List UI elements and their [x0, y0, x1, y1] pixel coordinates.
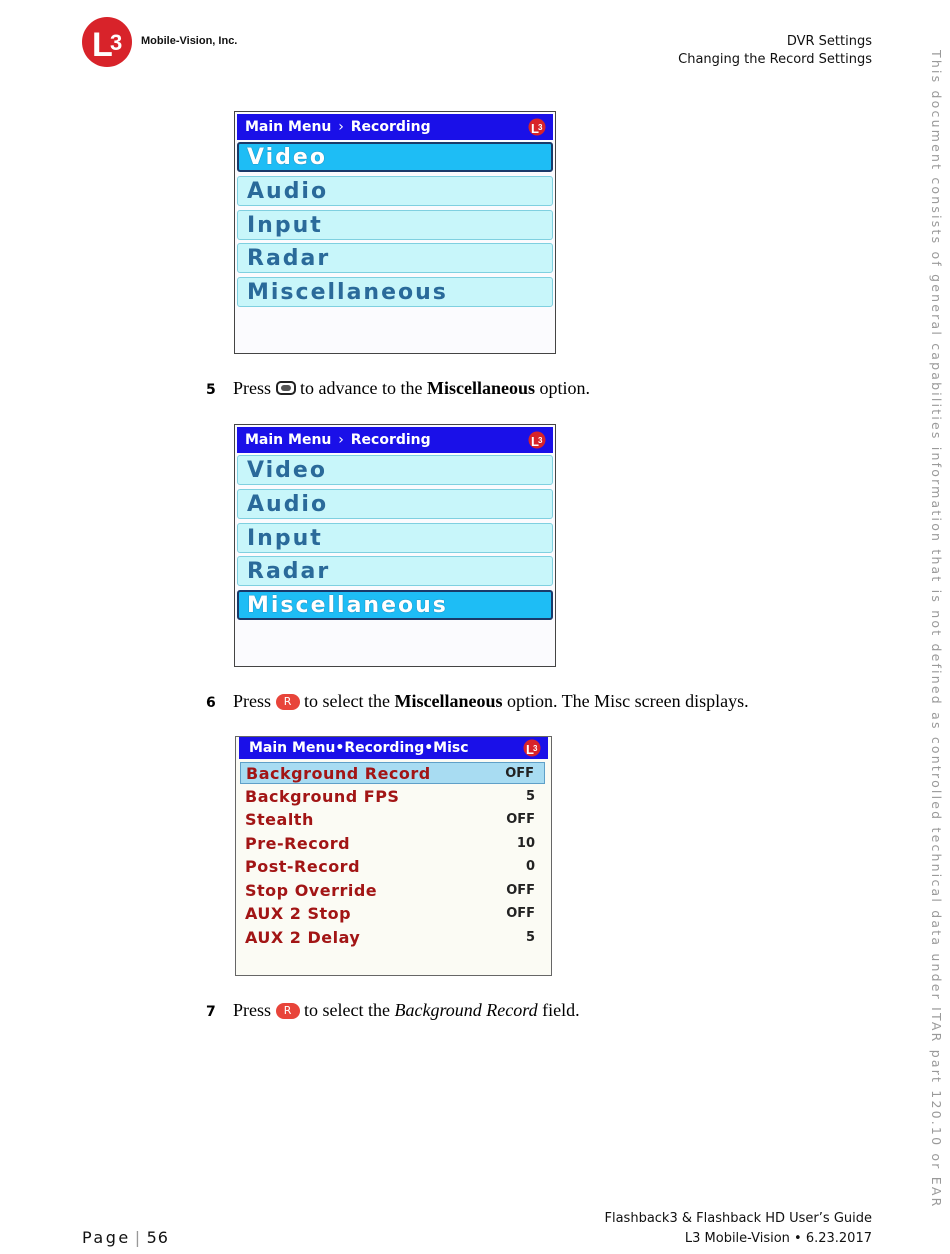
menu-item-miscellaneous[interactable]: Miscellaneous [237, 590, 553, 620]
step-number: 7 [206, 1004, 216, 1020]
svg-text:3: 3 [110, 30, 123, 55]
menu-item-input[interactable]: Input [237, 210, 553, 240]
recording-menu-screen-misc [234, 424, 556, 667]
setting-value: OFF [506, 883, 535, 898]
svg-text:L: L [92, 26, 113, 64]
setting-value: 5 [525, 930, 535, 945]
menu-item-video[interactable]: Video [237, 455, 553, 485]
l3-badge-icon [527, 431, 547, 449]
step-number: 5 [206, 382, 216, 398]
l3-badge-icon [522, 739, 542, 757]
setting-value: OFF [506, 906, 535, 921]
setting-row-aux2-stop[interactable] [240, 903, 545, 925]
setting-label: AUX 2 Delay [245, 928, 361, 947]
page-label: Page [82, 1228, 131, 1247]
setting-row-aux2-delay[interactable] [240, 927, 545, 949]
record-button-icon: R [276, 1003, 300, 1019]
menu-item-audio[interactable]: Audio [237, 489, 553, 519]
page-number [82, 1228, 169, 1247]
screen-title-bar [237, 114, 553, 140]
menu-item-input[interactable]: Input [237, 523, 553, 553]
menu-item-audio[interactable]: Audio [237, 176, 553, 206]
menu-item-video[interactable]: Video [237, 142, 553, 172]
svg-text:3: 3 [538, 123, 543, 132]
crumb-separator: › [338, 119, 344, 135]
setting-label: Background Record [246, 764, 431, 783]
setting-row-pre-record[interactable] [240, 833, 545, 855]
setting-row-post-record[interactable] [240, 856, 545, 878]
setting-value: 5 [525, 789, 535, 804]
company-name: Mobile-Vision, Inc. [141, 35, 238, 47]
page-number-value: 56 [146, 1228, 169, 1247]
menu-item-radar[interactable]: Radar [237, 243, 553, 273]
setting-label: Stealth [245, 810, 314, 829]
screen-title-bar [237, 427, 553, 453]
crumb-main: Main Menu [245, 432, 332, 448]
l3-badge-icon [527, 118, 547, 136]
crumb-recording: Recording [350, 119, 431, 135]
svg-text:3: 3 [538, 436, 543, 445]
setting-value: 0 [525, 859, 535, 874]
next-button-icon [276, 381, 296, 395]
setting-label: Stop Override [245, 881, 378, 900]
svg-text:L: L [531, 121, 539, 136]
footer-guide-title: Flashback3 & Flashback HD User’s Guide [604, 1211, 872, 1226]
crumb-separator: › [338, 432, 344, 448]
setting-row-background-fps[interactable] [240, 786, 545, 808]
menu-item-miscellaneous[interactable]: Miscellaneous [237, 277, 553, 307]
step-7: 7 Press R to select the Background Record field. [206, 1000, 580, 1020]
record-button-icon: R [276, 694, 300, 710]
side-watermark [929, 50, 950, 1230]
step-5: 5 Press to advance to the Miscellaneous option. [206, 378, 590, 398]
setting-value: OFF [506, 812, 535, 827]
screen-title-bar [239, 737, 548, 759]
setting-label: Pre-Record [245, 834, 351, 853]
menu-item-radar[interactable]: Radar [237, 556, 553, 586]
svg-text:L: L [531, 434, 539, 449]
crumb-main: Main Menu [245, 119, 332, 135]
setting-row-stealth[interactable] [240, 809, 545, 831]
setting-label: Background FPS [245, 787, 400, 806]
setting-value: 10 [516, 836, 535, 851]
header-section: DVR Settings [786, 34, 872, 49]
l3-logo [80, 16, 136, 68]
svg-text:3: 3 [533, 744, 538, 753]
step-number: 6 [206, 695, 216, 711]
setting-row-stop-override[interactable] [240, 880, 545, 902]
crumb-recording: Recording [350, 432, 431, 448]
misc-title: Main Menu•Recording•Misc [249, 740, 469, 756]
page-separator: | [134, 1228, 143, 1247]
setting-row-background-record[interactable] [240, 762, 545, 784]
footer-company-date: L3 Mobile-Vision • 6.23.2017 [684, 1231, 872, 1246]
misc-settings-screen [235, 736, 552, 976]
setting-label: AUX 2 Stop [245, 904, 352, 923]
svg-text:L: L [526, 742, 534, 757]
setting-value: OFF [505, 766, 534, 781]
header-subsection: Changing the Record Settings [678, 52, 872, 67]
step-6: 6 Press R to select the Miscellaneous option. The Misc screen displays. [206, 691, 749, 711]
watermark-text: This document consists of general capabilities information that is not defined as controlled technical data under ITAR part 120.10 or EAR [929, 50, 944, 1209]
setting-label: Post-Record [245, 857, 361, 876]
recording-menu-screen-video [234, 111, 556, 354]
